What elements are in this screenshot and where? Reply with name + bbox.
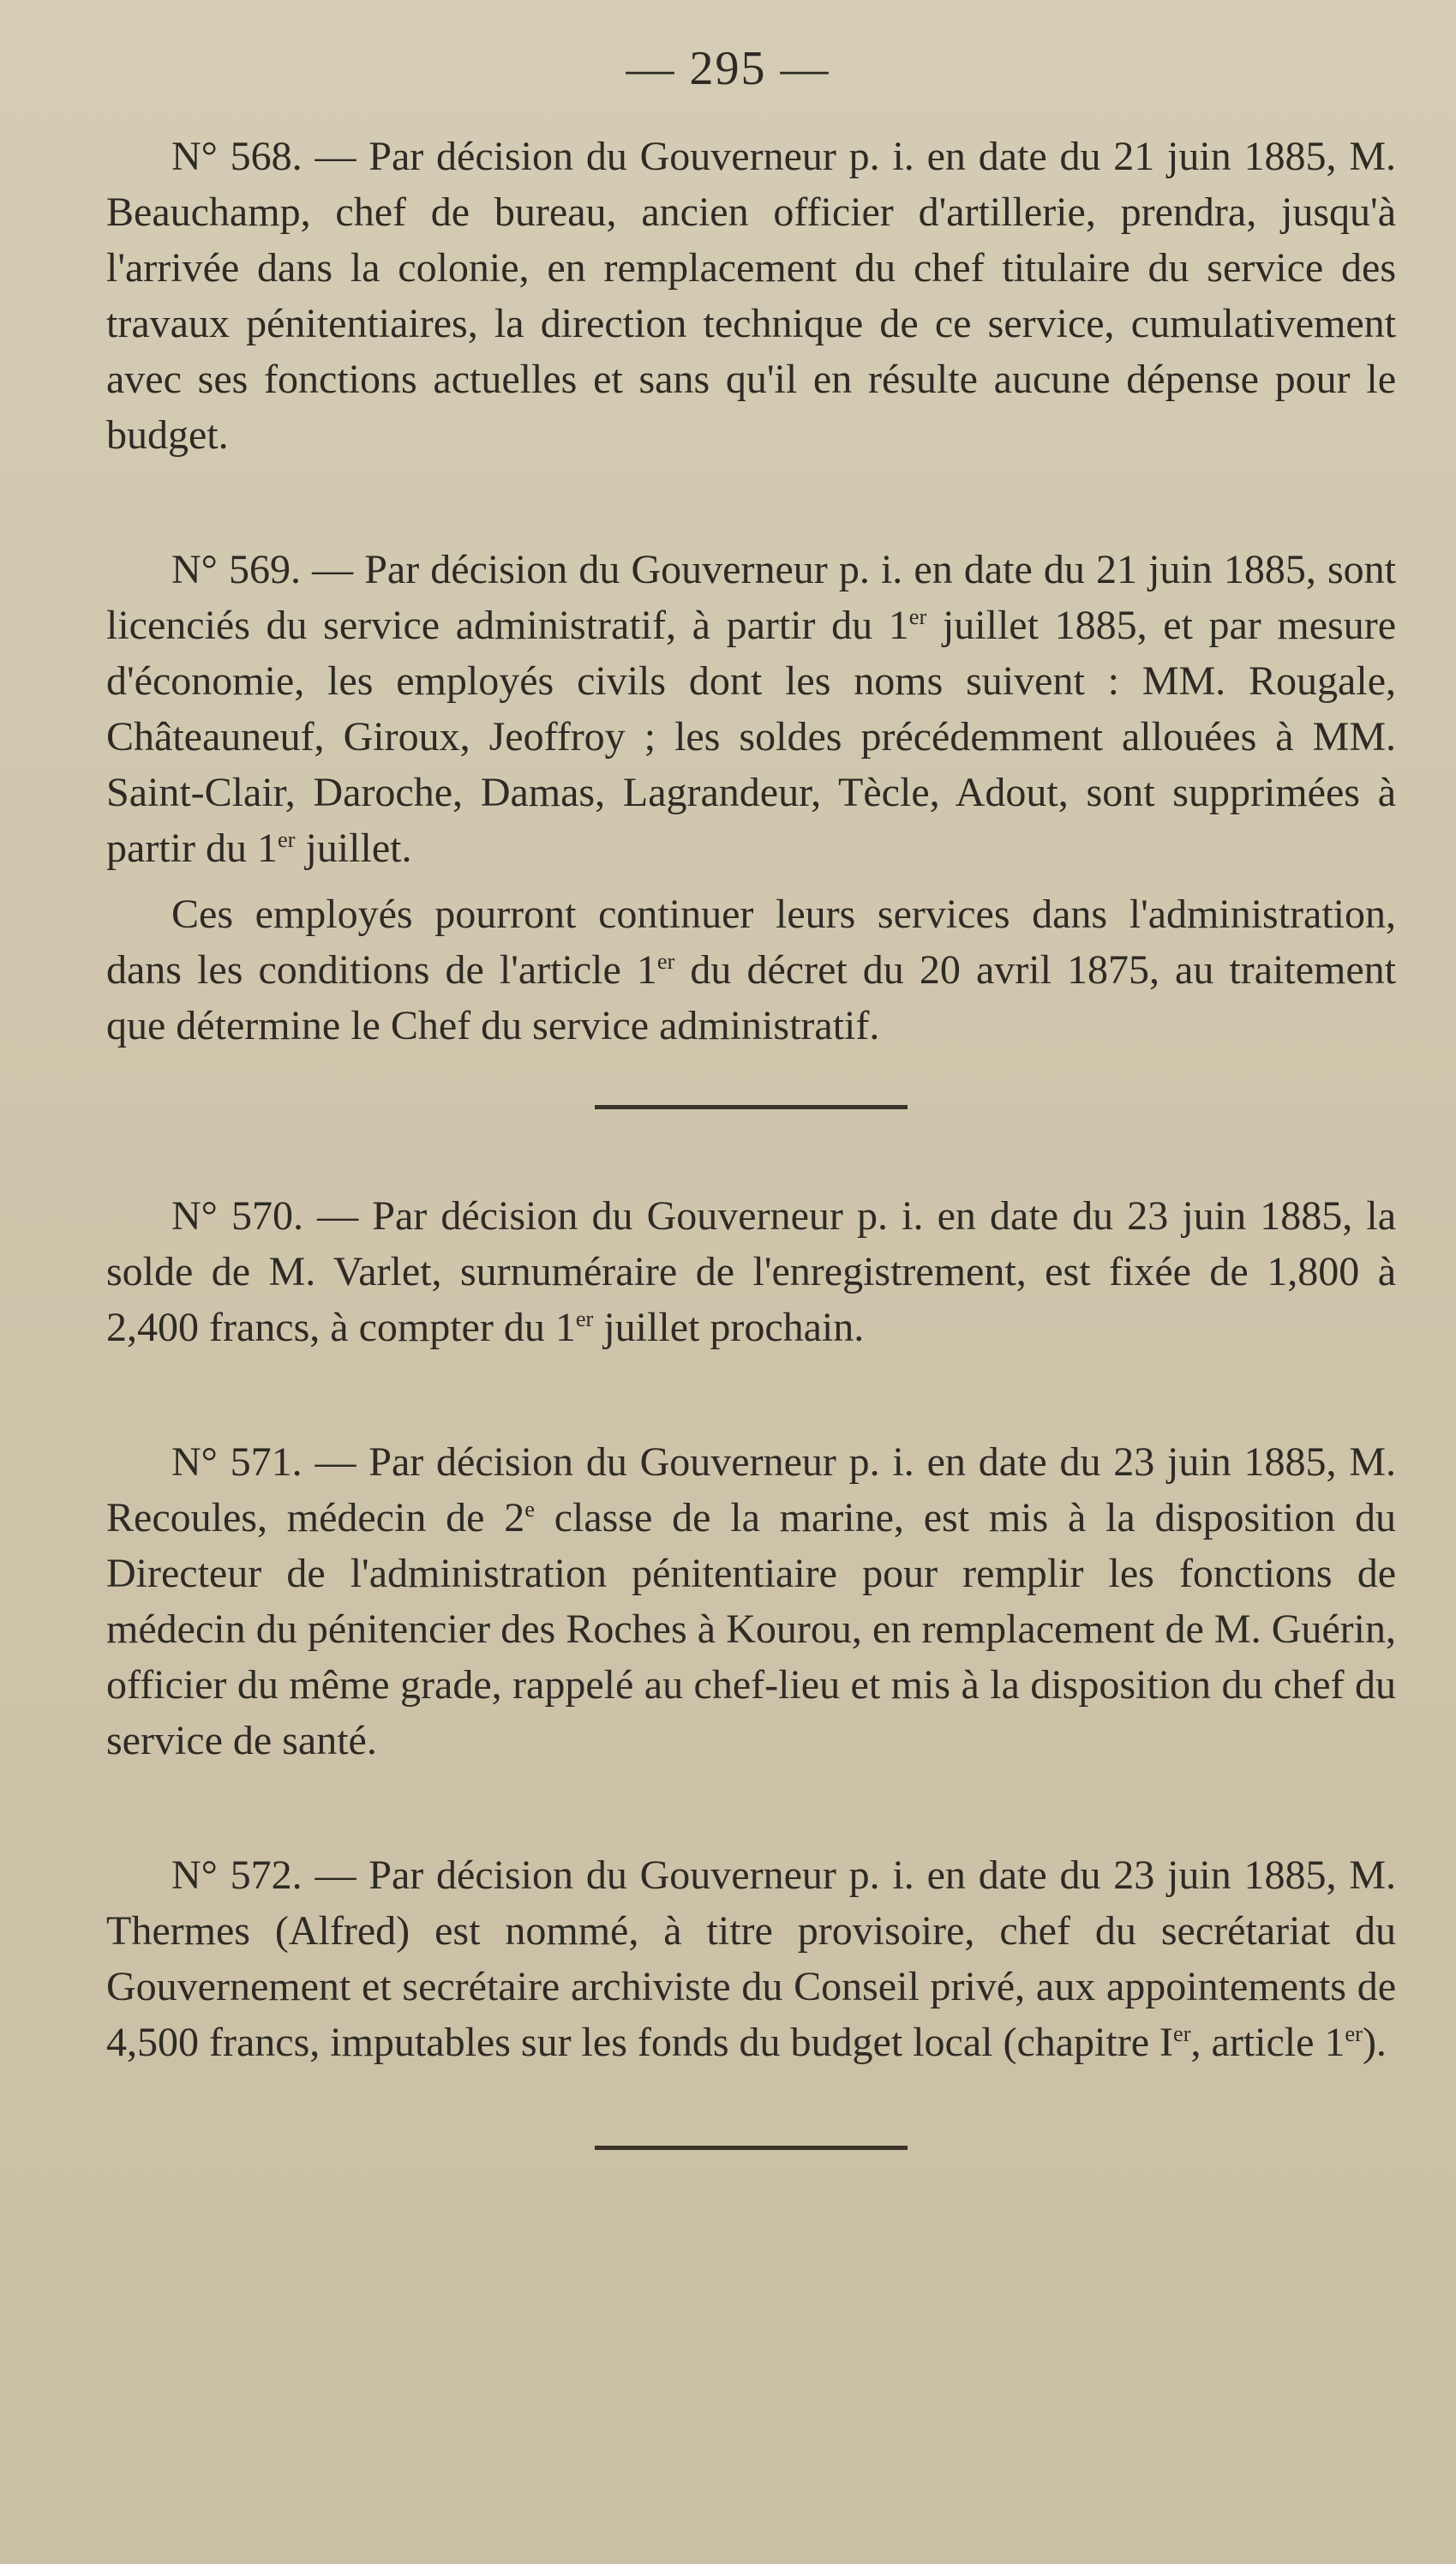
superscript: er — [908, 603, 927, 629]
separator-rule — [595, 1105, 908, 1109]
entry-text: du décret du 20 avril 1875, au traitement que détermine le Chef du service administratif. — [106, 947, 1396, 1048]
entry-569-continuation — [106, 886, 1396, 1054]
entry-number: N° 570. — [171, 1193, 303, 1239]
superscript: e — [524, 1496, 535, 1522]
entry-number: N° 572. — [171, 1852, 303, 1898]
entry-text: juillet 1885, et par mesure d'économie, les employés civils dont les noms suivent : MM. Rougale, Châteauneuf, Giroux, Jeoffroy ; les soldes précédemment allouées à MM. Saint-Clair, Daroche, Damas, Lagrandeur, Tècle, Adout, sont supprimées à partir du 1 — [106, 603, 1397, 871]
entry-571 — [106, 1434, 1396, 1768]
entry-text: — Par décision du Gouverneur p. i. en date du 23 juin 1885, M. Recoules, médecin de 2 — [106, 1439, 1397, 1540]
superscript: er — [277, 826, 296, 852]
entry-text: juillet prochain. — [593, 1305, 865, 1350]
page-number: — 295 — — [626, 42, 830, 95]
superscript: er — [656, 948, 675, 974]
superscript: er — [575, 1306, 594, 1331]
entry-text: ). — [1362, 2020, 1387, 2065]
text-column — [106, 129, 1396, 2150]
entry-570 — [106, 1188, 1396, 1355]
entry-number: N° 569. — [171, 547, 301, 592]
entry-text: , article 1 — [1190, 2020, 1345, 2065]
entry-text: Ces employés pourront continuer leurs services dans l'administration, dans les conditions de l'article 1 — [106, 892, 1396, 993]
entry-text: — Par décision du Gouverneur p. i. en date du 23 juin 1885, la solde de M. Varlet, surnuméraire de l'enregistrement, est fixée de 1,800 à 2,400 francs, à compter du 1 — [106, 1193, 1396, 1350]
superscript: er — [1345, 2021, 1363, 2046]
entry-text: — Par décision du Gouverneur p. i. en date du 21 juin 1885, sont licenciés du service administratif, à partir du 1 — [106, 547, 1397, 648]
entry-text: juillet. — [295, 826, 412, 871]
entry-text: classe de la marine, est mis à la disposition du Directeur de l'administration pénitentiaire pour remplir les fonctions de médecin du pénitencier des Roches à Kourou, en remplacement de M. Guérin, officier du même grade, rappelé au chef-lieu et mis à la disposition du chef du service de santé. — [106, 1495, 1396, 1763]
entry-text: — Par décision du Gouverneur p. i. en date du 23 juin 1885, M. Thermes (Alfred) est nommé, à titre provisoire, chef du secrétariat du Gouvernement et secrétaire archiviste du Conseil privé, aux appointements de 4,500 francs, imputables sur les fonds du budget local (chapitre I — [106, 1852, 1397, 2065]
entry-568 — [106, 129, 1396, 463]
entry-569 — [106, 542, 1396, 876]
separator-rule — [595, 2146, 908, 2150]
entry-572 — [106, 1847, 1396, 2070]
entry-text: — Par décision du Gouverneur p. i. en date du 21 juin 1885, M. Beauchamp, chef de bureau, ancien officier d'artillerie, prendra, jusqu'à l'arrivée dans la colonie, en remplacement du chef titulaire du service des travaux pénitentiaires, la direction technique de ce service, cumulativement avec ses fonctions actuelles et sans qu'il en résulte aucune dépense pour le budget. — [106, 134, 1397, 458]
superscript: er — [1173, 2021, 1191, 2046]
entry-number: N° 571. — [171, 1439, 303, 1485]
entry-number: N° 568. — [171, 134, 303, 179]
